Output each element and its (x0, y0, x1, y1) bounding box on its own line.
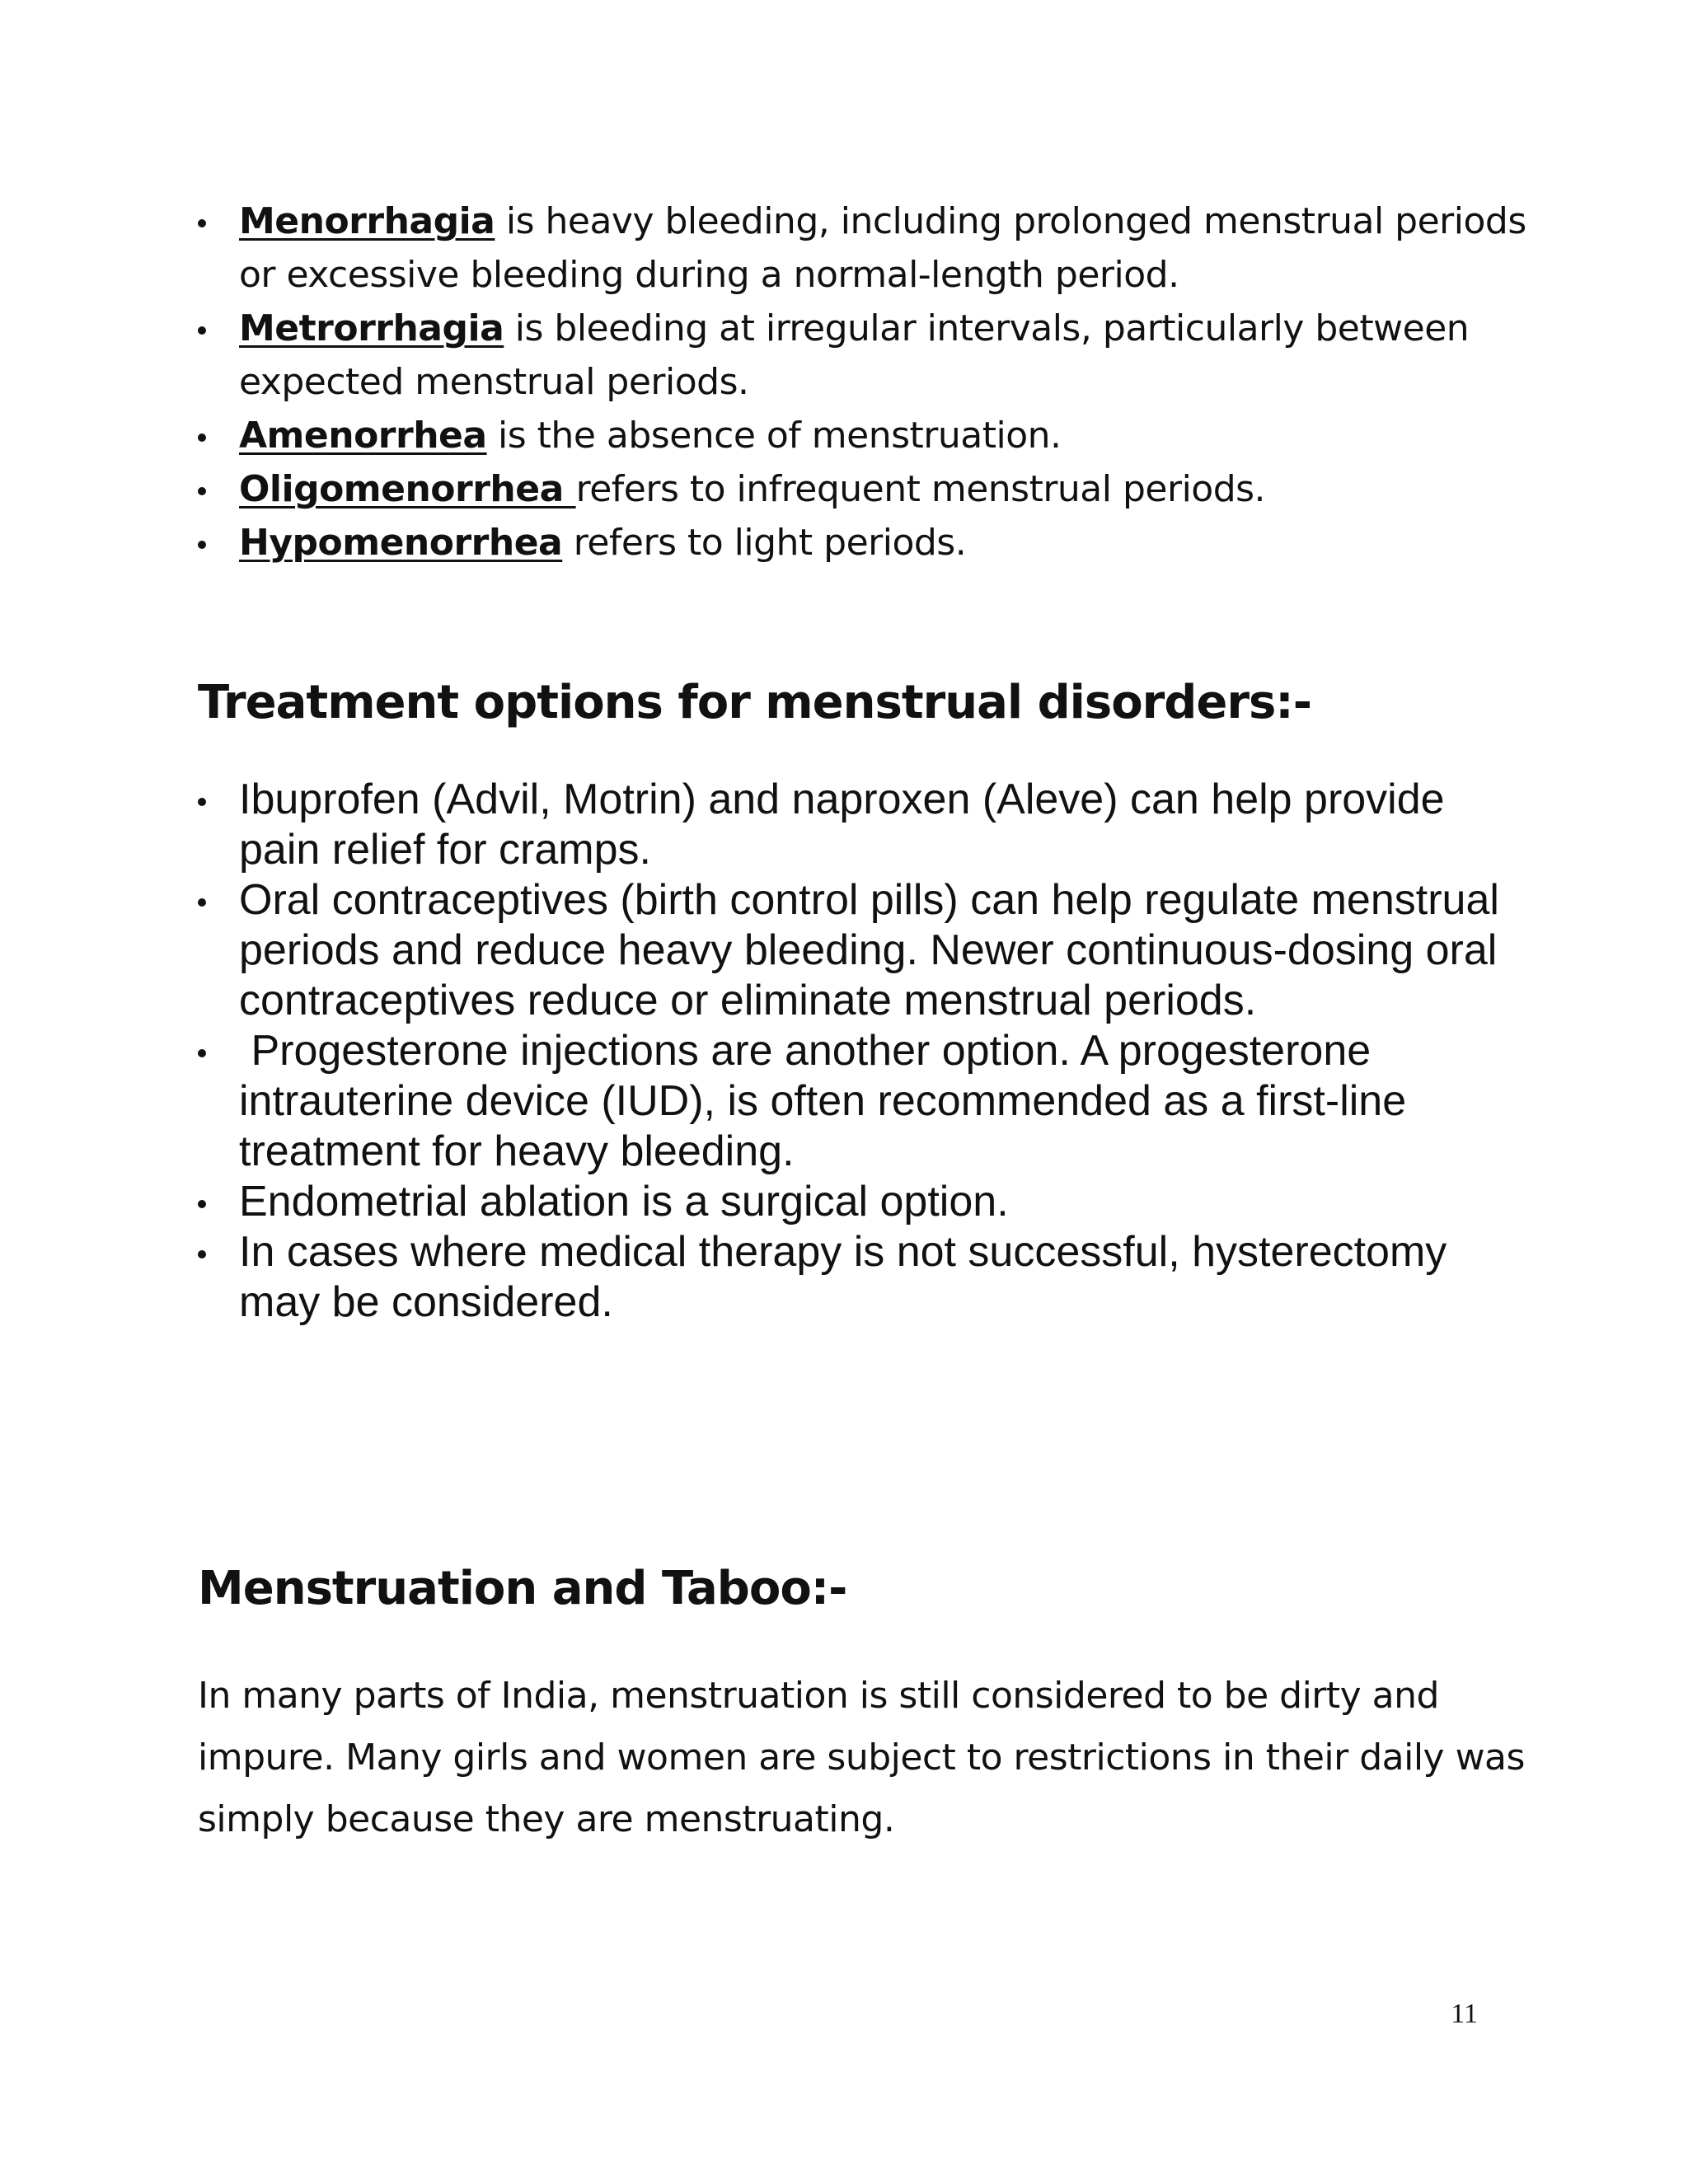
list-item: Progesterone injections are another option. A progesterone intrauterine device (IUD), is often recommended as a first-line treatment for heavy bleeding. (198, 1026, 1533, 1177)
list-item: Oral contraceptives (birth control pills) can help regulate menstrual periods and reduce heavy bleeding. Newer continuous-dosing oral contraceptives reduce or eliminate menstrual periods. (198, 875, 1533, 1026)
term-amenorrhea: Amenorrhea (239, 415, 487, 457)
term-menorrhagia: Menorrhagia (239, 200, 495, 242)
list-item (198, 194, 1533, 302)
list-item (198, 516, 1533, 569)
taboo-heading: Menstruation and Taboo:- (198, 1562, 847, 1615)
list-item: Endometrial ablation is a surgical option. (198, 1177, 1533, 1227)
page-number: 11 (1451, 1999, 1478, 2029)
term-oligomenorrhea: Oligomenorrhea (239, 468, 576, 510)
definitions-list (198, 194, 1533, 569)
definition-text: is the absence of menstruation. (486, 415, 1062, 457)
treatment-heading: Treatment options for menstrual disorders:- (198, 676, 1311, 729)
definition-text: is bleeding at irregular intervals, particularly between expected menstrual periods. (239, 307, 1470, 403)
treatment-list (198, 775, 1533, 1328)
definition-text: refers to infrequent menstrual periods. (575, 468, 1266, 510)
term-hypomenorrhea: Hypomenorrhea (239, 522, 563, 564)
list-item (198, 409, 1533, 462)
list-item (198, 462, 1533, 516)
list-item (198, 302, 1533, 409)
term-metrorrhagia: Metrorrhagia (239, 307, 504, 349)
list-item: In cases where medical therapy is not successful, hysterectomy may be considered. (198, 1227, 1533, 1328)
definition-text: refers to light periods. (562, 522, 967, 564)
definition-text: is heavy bleeding, including prolonged menstrual periods or excessive bleeding during a normal-length period. (239, 200, 1526, 296)
list-item: Ibuprofen (Advil, Motrin) and naproxen (Aleve) can help provide pain relief for cramps. (198, 775, 1533, 875)
taboo-paragraph: In many parts of India, menstruation is still considered to be dirty and impure. Many girls and women are subject to restrictions in their daily was simply because they are menstruating. (198, 1675, 1525, 1840)
